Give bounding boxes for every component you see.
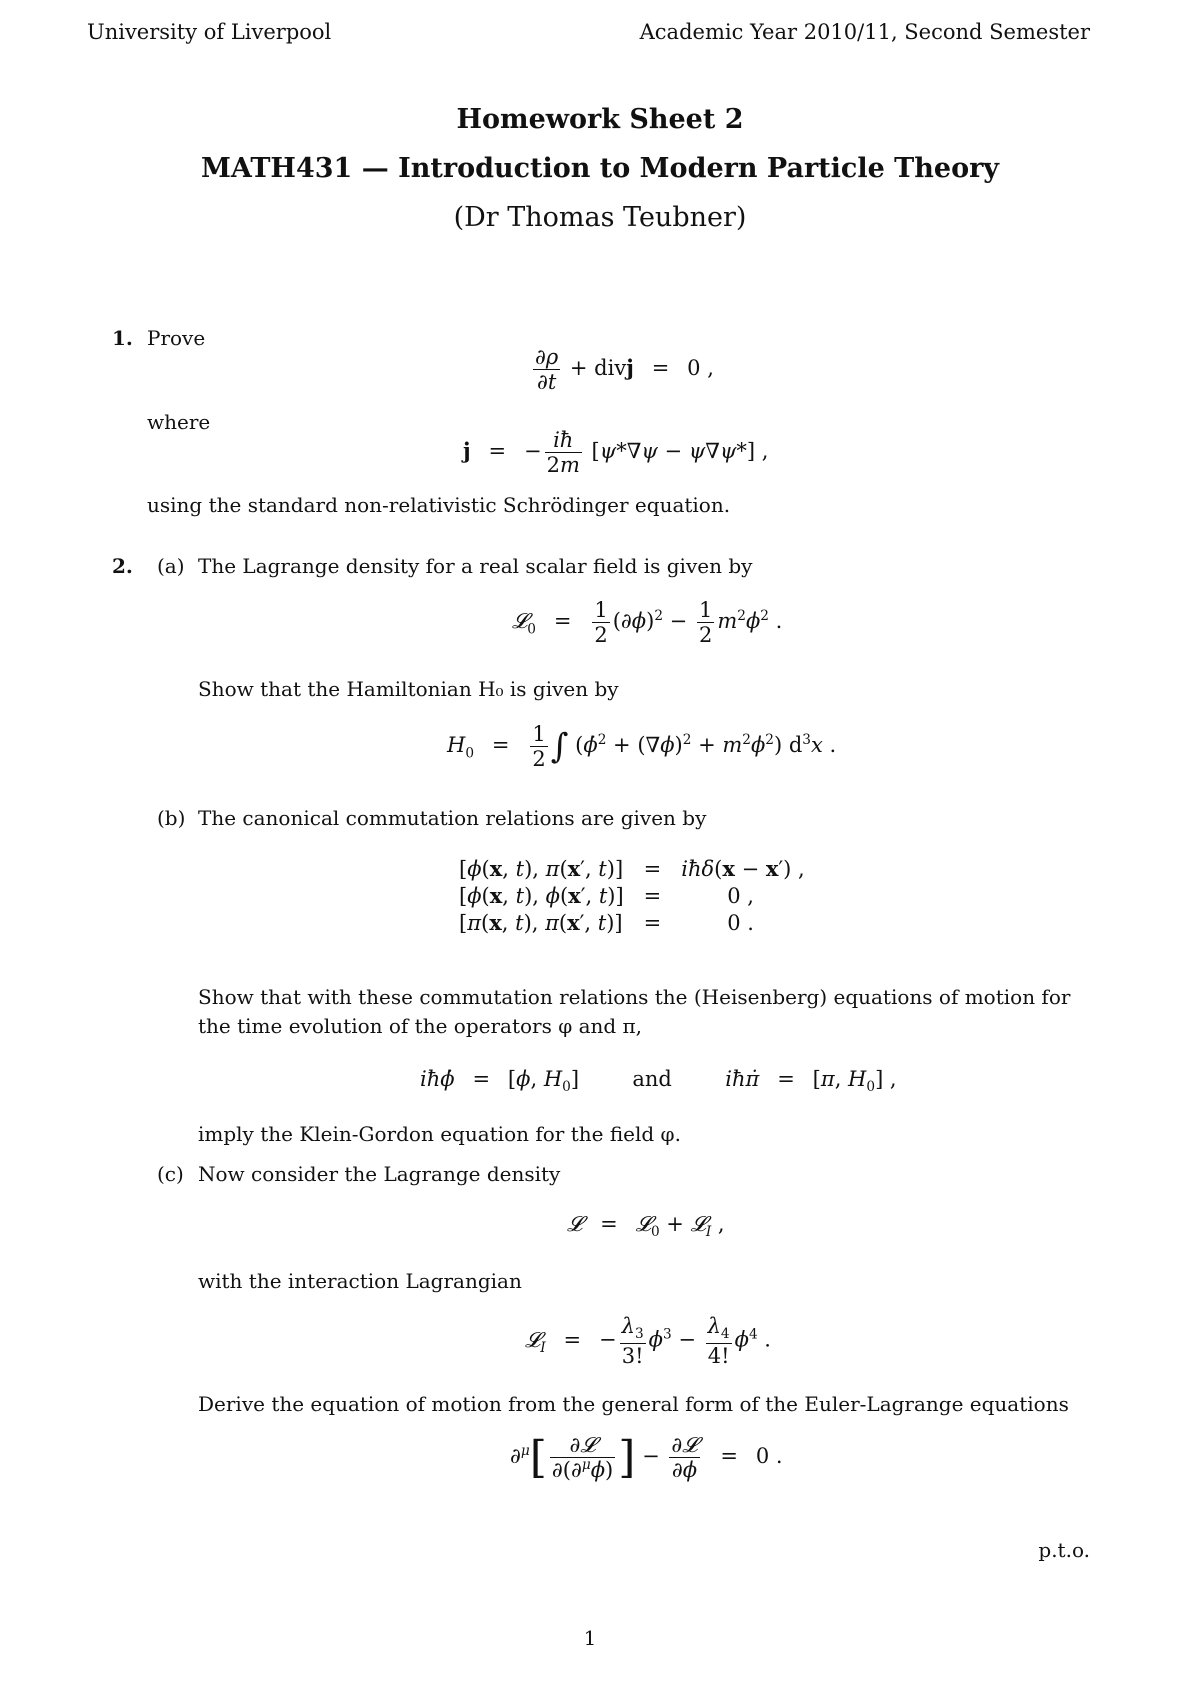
question-2-number: 2. [112,554,133,578]
sheet-title: Homework Sheet 2 [456,104,744,135]
heisenberg-equations: iħϕ̇ = [ϕ, $H_0$] and iħπ̇ = [π, $H_0$] , [420,1067,897,1096]
commutator-phi-phi: [ϕ(x, t), ϕ(x′, t)] = 0 , [459,883,754,908]
euler-lagrange-equation: ∂$^\mu$[ $\frac{\text{∂𝓛}}{\partial(\partial^\mu\phi)}$ ] − $\frac{\text{∂𝓛}}{\partial\phi}$ = 0 . [510,1432,783,1483]
continuity-equation: $\frac{\partial\rho}{\partial t}$ + divj = 0 , [535,345,714,395]
free-lagrangian-equation: 𝓛$_0$ = $\frac{1}{2}$ $(\partial\phi)^2$ − $\frac{1}{2}$ $m^2\phi^2$ . [512,598,783,648]
commutation-relations [455,855,809,936]
part-b-imply: imply the Klein-Gordon equation for the field φ. [198,1122,681,1146]
question-1-where: where [147,410,211,434]
question-1-prove: Prove [147,326,206,350]
hamiltonian-equation: $H_0$ = $\frac{1}{2}$ ∫ (ϕ̇$^2$ + $(\nabla\phi)^2 + m^2\phi^2$) $d^3x$ . [447,722,837,772]
commutator-phi-pi: [ϕ(x, t), π(x′, t)] = iħδ(x − x′) , [459,856,805,881]
header-university: University of Liverpool [87,20,332,44]
total-lagrangian-equation: 𝓛 = 𝓛$_0$ + 𝓛$_I$ , [567,1212,725,1241]
question-1-using: using the standard non-relativistic Schrödinger equation. [147,493,731,517]
and-word: and [632,1067,672,1091]
commutator-pi-pi: [π(x, t), π(x′, t)] = 0 . [459,910,754,935]
course-title: MATH431 — Introduction to Modern Particle Theory [200,153,1000,184]
part-c-derive: Derive the equation of motion from the general form of the Euler-Lagrange equations [198,1392,1069,1416]
part-a-show: Show that the Hamiltonian H₀ is given by [198,677,619,701]
part-b-intro: The canonical commutation relations are given by [198,806,707,830]
current-density-equation: j = − $\frac{iħ}{2m}$ [ψ*∇ψ − ψ∇ψ*] , [463,428,769,478]
question-1-number: 1. [112,326,133,350]
part-b-show-line1: Show that with these commutation relations the (Heisenberg) equations of motion for [198,985,1071,1009]
interaction-lagrangian-equation: 𝓛$_I$ = − $\frac{\lambda_3}{3!}$ $\phi^3$ − $\frac{\lambda_4}{4!}$ $\phi^4$ . [525,1314,771,1368]
header-academic-year: Academic Year 2010/11, Second Semester [639,20,1090,44]
lecturer-name: (Dr Thomas Teubner) [453,202,747,233]
part-c-intro: Now consider the Lagrange density [198,1162,561,1186]
part-c-with: with the interaction Lagrangian [198,1269,522,1293]
pto-note: p.t.o. [1038,1538,1090,1562]
part-b-label: (b) [157,806,186,830]
part-c-label: (c) [157,1162,184,1186]
part-a-label: (a) [157,554,185,578]
part-b-show-line2: the time evolution of the operators φ and π, [198,1014,643,1038]
part-a-intro: The Lagrange density for a real scalar field is given by [198,554,753,578]
page-number: 1 [583,1626,597,1650]
